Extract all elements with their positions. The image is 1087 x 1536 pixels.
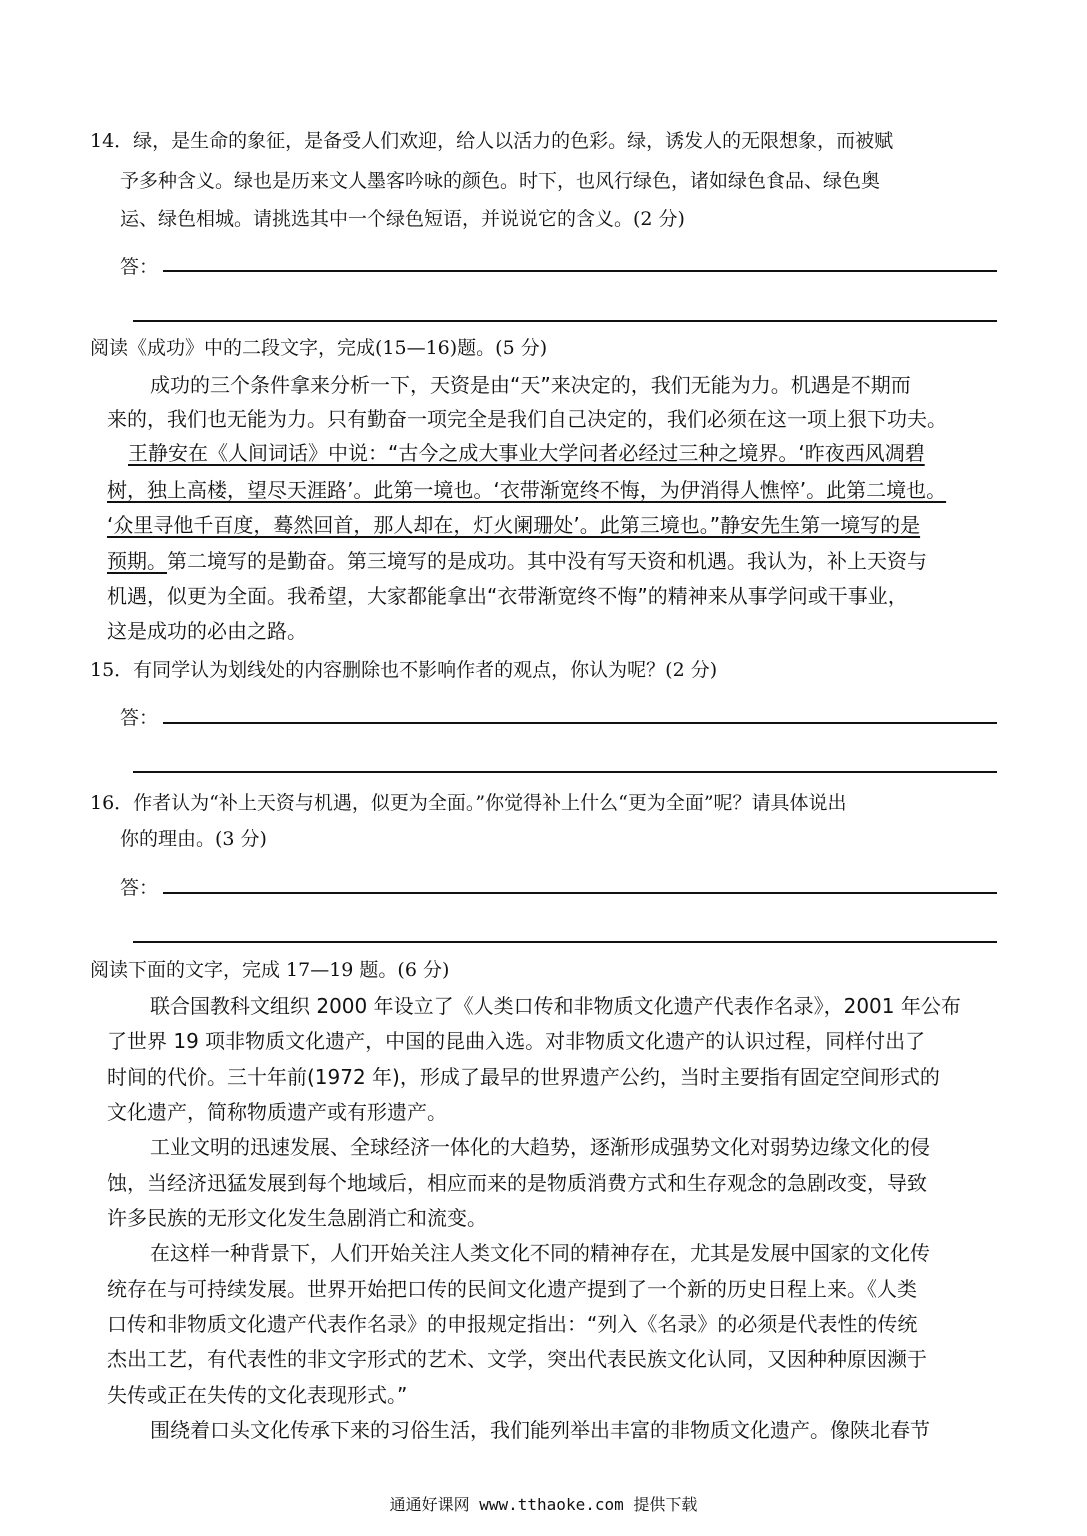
q14-answer-line-2[interactable] [133,320,997,322]
reading1-line-3-underlined: 王静安在《人间词话》中说：“古今之成大事业大学问者必经过三种之境界。‘昨夜西风凋碧 [128,441,925,465]
reading2-p4-line-1: 围绕着口头文化传承下来的习俗生活，我们能列举出丰富的非物质文化遗产。像陕北春节 [150,1418,930,1442]
reading1-line-1: 成功的三个条件拿来分析一下，天资是由“天”来决定的，我们无能为力。机遇是不期而 [150,373,911,397]
q16-line-2: 你的理由。(3 分) [120,828,267,850]
q15-answer-label: 答： [120,707,159,729]
reading2-p3-line-5: 失传或正在失传的文化表现形式。” [107,1383,408,1407]
reading2-p3-line-3: 口传和非物质文化遗产代表作名录》的申报规定指出：“列入《名录》的必须是代表性的传统 [107,1312,918,1336]
q15-text: 15．有同学认为划线处的内容删除也不影响作者的观点，你认为呢？(2 分) [90,659,718,681]
reading2-p2-line-2: 蚀，当经济迅猛发展到每个地域后，相应而来的是物质消费方式和生存观念的急剧改变，导致 [107,1171,927,1195]
q16-answer-line-1[interactable] [163,892,997,894]
reading2-p3-line-4: 杰出工艺，有代表性的非文字形式的艺术、文学，突出代表民族文化认同，又因种种原因濒于 [107,1347,927,1371]
q14-answer-label: 答： [120,256,159,278]
reading2-p2-line-3: 许多民族的无形文化发生急剧消亡和流变。 [107,1206,487,1230]
q14-line-3: 运、绿色相城。请挑选其中一个绿色短语，并说说它的含义。(2 分) [120,208,685,230]
q15-answer-line-1[interactable] [163,722,997,724]
reading1-line-5-underlined: ‘众里寻他千百度，蓦然回首，那人却在，灯火阑珊处’。此第三境也。”静安先生第一境写的是 [107,513,921,537]
reading2-p1-line-2: 了世界 19 项非物质文化遗产，中国的昆曲入选。对非物质文化遗产的认识过程，同样付出了 [107,1029,926,1053]
q16-answer-label: 答： [120,877,159,899]
q16-line-1: 16．作者认为“补上天资与机遇，似更为全面。”你觉得补上什么“更为全面”呢？请具体说出 [90,792,847,814]
reading2-lead: 阅读下面的文字，完成 17—19 题。(6 分) [90,959,450,981]
reading1-line-4-underlined: 树，独上高楼，望尽天涯路’。此第一境也。‘衣带渐宽终不悔，为伊消得人憔悴’。此第二境也。 [107,478,947,502]
q14-answer-line-1[interactable] [163,270,997,272]
reading1-line-8: 这是成功的必由之路。 [107,619,307,643]
reading1-line-6-rest: 第二境写的是勤奋。第三境写的是成功。其中没有写天资和机遇。我认为，补上天资与 [167,549,927,573]
q14-line-2: 予多种含义。绿也是历来文人墨客吟咏的颜色。时下，也风行绿色，诸如绿色食品、绿色奥 [120,170,881,192]
reading2-p1-line-3: 时间的代价。三十年前(1972 年)，形成了最早的世界遗产公约，当时主要指有固定空间形式的 [107,1065,940,1089]
reading2-p3-line-2: 统存在与可持续发展。世界开始把口传的民间文化遗产提到了一个新的历史日程上来。《人类 [107,1277,917,1301]
reading2-p1-line-4: 文化遗产，简称物质遗产或有形遗产。 [107,1100,447,1124]
reading1-lead: 阅读《成功》中的二段文字，完成(15—16)题。(5 分) [90,337,548,359]
reading1-line-6 [107,548,927,574]
q15-answer-line-2[interactable] [133,771,997,773]
reading2-p1-line-1: 联合国教科文组织 2000 年设立了《人类口传和非物质文化遗产代表作名录》，2001 年公布 [150,994,961,1018]
reading2-p3-line-1: 在这样一种背景下，人们开始关注人类文化不同的精神存在，尤其是发展中国家的文化传 [150,1241,930,1265]
q16-answer-line-2[interactable] [133,941,997,943]
reading1-line-7: 机遇，似更为全面。我希望，大家都能拿出“衣带渐宽终不悔”的精神来从事学问或干事业， [107,584,908,608]
reading1-line-2: 来的，我们也无能为力。只有勤奋一项完全是我们自己决定的，我们必须在这一项上狠下功夫。 [107,407,947,431]
reading2-p2-line-1: 工业文明的迅速发展、全球经济一体化的大趋势，逐渐形成强势文化对弱势边缘文化的侵 [150,1135,930,1159]
reading1-line-6-underlined-part: 预期。 [107,549,167,573]
q14-line-1: 14．绿，是生命的象征，是备受人们欢迎，给人以活力的色彩。绿，诱发人的无限想象，而被赋 [90,130,894,152]
page-footer: 通通好课网 www.tthaoke.com 提供下载 [389,1495,698,1514]
